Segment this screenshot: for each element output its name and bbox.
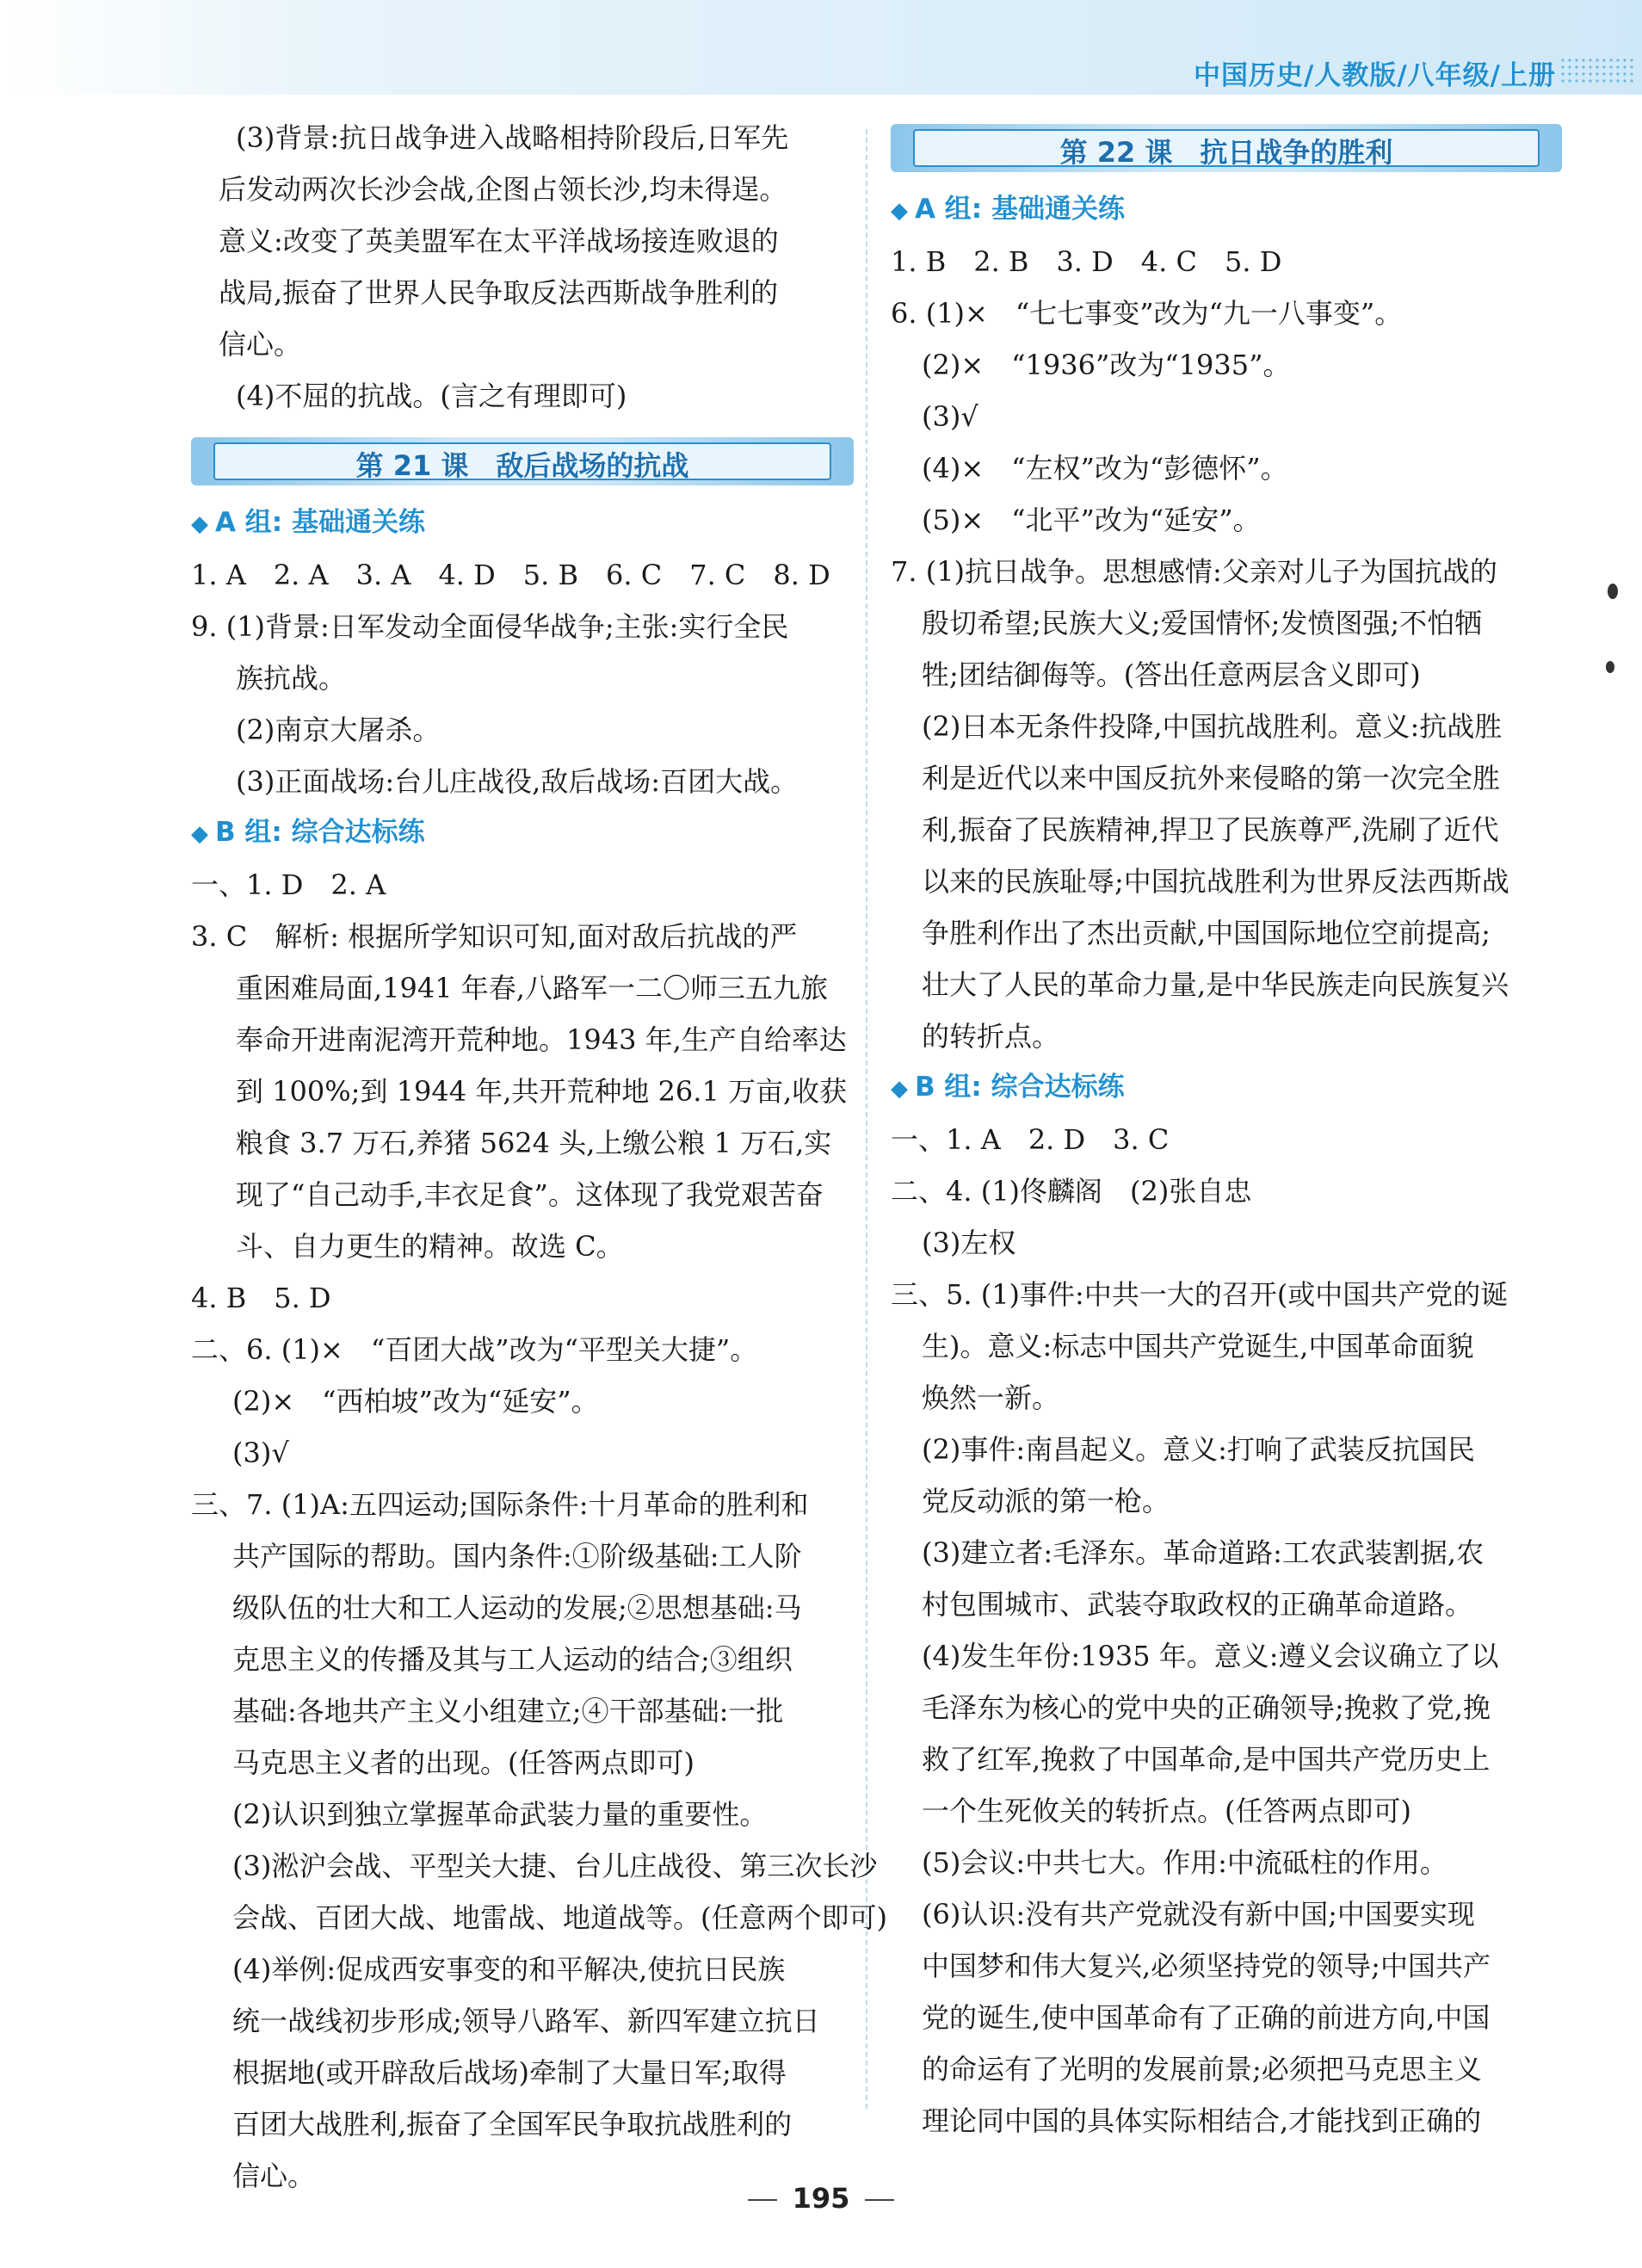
margin-mark bbox=[1608, 584, 1618, 599]
answer-line: 重困难局面,1941 年春,八路军一二〇师三五九旅 bbox=[236, 972, 828, 1004]
answer-line: 克思主义的传播及其与工人运动的结合;③组织 bbox=[232, 1643, 793, 1676]
answer-line: 粮食 3.7 万石,养猪 5624 头,上缴公粮 1 万石,实 bbox=[236, 1127, 832, 1159]
answer-line: (3)建立者:毛泽东。革命道路:工农武装割据,农 bbox=[922, 1536, 1485, 1569]
section-a-heading: ◆ A 组: 基础通关练 bbox=[891, 194, 1125, 225]
answer-line: 殷切希望;民族大义;爱国情怀;发愤图强;不怕牺 bbox=[922, 607, 1483, 640]
answer-line: 二、4. (1)佟麟阁 (2)张自忠 bbox=[891, 1175, 1252, 1208]
answer-line: (6)认识:没有共产党就没有新中国;中国要实现 bbox=[922, 1898, 1475, 1931]
text-line: 意义:改变了英美盟军在太平洋战场接连败退的 bbox=[219, 225, 779, 257]
answer-line: 基础:各地共产主义小组建立;④干部基础:一批 bbox=[232, 1695, 784, 1727]
answer-line: 1. B 2. B 3. D 4. C 5. D bbox=[891, 245, 1282, 278]
section-b-heading: ◆ B 组: 综合达标练 bbox=[191, 817, 425, 848]
answer-line: 的转折点。 bbox=[922, 1020, 1060, 1053]
answer-line: (2)事件:南昌起义。意义:打响了武装反抗国民 bbox=[922, 1433, 1475, 1466]
answer-line: (2)日本无条件投降,中国抗战胜利。意义:抗战胜 bbox=[922, 710, 1503, 743]
answer-line: 以来的民族耻辱;中国抗战胜利为世界反法西斯战 bbox=[922, 865, 1509, 898]
answer-line: 救了红军,挽救了中国革命,是中国共产党历史上 bbox=[922, 1743, 1491, 1776]
lesson-title: 第 21 课 敌后战场的抗战 bbox=[355, 449, 689, 482]
text-line: 战局,振奋了世界人民争取反法西斯战争胜利的 bbox=[219, 276, 779, 309]
answer-line: 一、1. A 2. D 3. C bbox=[891, 1123, 1170, 1156]
answer-line: 到 100%;到 1944 年,共开荒种地 26.1 万亩,收获 bbox=[236, 1075, 848, 1108]
answer-line: 根据地(或开辟敌后战场)牵制了大量日军;取得 bbox=[232, 2056, 787, 2089]
answer-line: 村包围城市、武装夺取政权的正确革命道路。 bbox=[922, 1588, 1473, 1621]
margin-mark bbox=[1606, 661, 1614, 673]
answer-line: (3)淞沪会战、平型关大捷、台儿庄战役、第三次长沙 bbox=[232, 1850, 878, 1882]
answer-line: 焕然一新。 bbox=[922, 1381, 1060, 1414]
book-title: 中国历史/人教版/八年级/上册 bbox=[1194, 60, 1556, 91]
text-line: (3)背景:抗日战争进入战略相持阶段后,日军先 bbox=[236, 121, 789, 154]
answer-line: (5)× “北平”改为“延安”。 bbox=[922, 504, 1261, 536]
diamond-icon: ◆ bbox=[191, 821, 208, 847]
answer-line: (2)认识到独立掌握革命武装力量的重要性。 bbox=[232, 1798, 768, 1831]
section-a-heading: ◆ A 组: 基础通关练 bbox=[191, 507, 425, 538]
left-column bbox=[191, 112, 887, 2202]
answer-line: (4)× “左权”改为“彭德怀”。 bbox=[922, 452, 1288, 485]
answer-line: 二、6. (1)× “百团大战”改为“平型关大捷”。 bbox=[191, 1333, 758, 1366]
answer-line: 3. C 解析: 根据所学知识可知,面对敌后抗战的严 bbox=[191, 920, 798, 953]
answer-line: 会战、百团大战、地雷战、地道战等。(任意两个即可) bbox=[232, 1901, 887, 1934]
answer-line: 利,振奋了民族精神,捍卫了民族尊严,洗刷了近代 bbox=[922, 813, 1499, 846]
lesson-21-banner bbox=[191, 437, 854, 485]
answer-line: (3)正面战场:台儿庄战役,敌后战场:百团大战。 bbox=[236, 765, 799, 798]
answer-line: (4)举例:促成西安事变的和平解决,使抗日民族 bbox=[232, 1953, 786, 1986]
text-line: 信心。 bbox=[219, 328, 302, 361]
answer-line: 9. (1)背景:日军发动全面侵华战争;主张:实行全民 bbox=[191, 610, 789, 643]
answer-line: 1. A 2. A 3. A 4. D 5. B 6. C 7. C 8. D bbox=[191, 559, 830, 591]
answer-line: 三、7. (1)A:五四运动;国际条件:十月革命的胜利和 bbox=[191, 1488, 809, 1521]
column-divider bbox=[866, 129, 867, 2109]
answer-line: 马克思主义者的出现。(任答两点即可) bbox=[232, 1746, 694, 1779]
answer-line: 生)。意义:标志中国共产党诞生,中国革命面貌 bbox=[922, 1330, 1474, 1363]
answer-line: 4. B 5. D bbox=[191, 1282, 331, 1314]
lesson-22-banner bbox=[891, 124, 1562, 172]
answer-line: 奉命开进南泥湾开荒种地。1943 年,生产自给率达 bbox=[236, 1023, 847, 1056]
diamond-icon: ◆ bbox=[191, 511, 208, 537]
text-line: (4)不屈的抗战。(言之有理即可) bbox=[236, 380, 627, 412]
answer-line: 争胜利作出了杰出贡献,中国国际地位空前提高; bbox=[922, 917, 1491, 949]
answer-line: 理论同中国的具体实际相结合,才能找到正确的 bbox=[922, 2104, 1482, 2137]
section-b-heading: ◆ B 组: 综合达标练 bbox=[891, 1072, 1125, 1103]
text-line: 后发动两次长沙会战,企图占领长沙,均未得逞。 bbox=[219, 173, 787, 206]
right-column bbox=[891, 112, 1562, 2147]
answer-line: 斗、自力更生的精神。故选 C。 bbox=[236, 1230, 624, 1263]
answer-line: (3)√ bbox=[232, 1437, 289, 1469]
answer-line: (3)√ bbox=[922, 400, 978, 433]
answer-line: 党的诞生,使中国革命有了正确的前进方向,中国 bbox=[922, 2001, 1491, 2034]
answer-line: 现了“自己动手,丰衣足食”。这体现了我党艰苦奋 bbox=[236, 1178, 824, 1211]
answer-line: 一个生死攸关的转折点。(任答两点即可) bbox=[922, 1795, 1411, 1827]
answer-line: 牲;团结御侮等。(答出任意两层含义即可) bbox=[922, 658, 1421, 691]
answer-line: 统一战线初步形成;领导八路军、新四军建立抗日 bbox=[232, 2005, 820, 2037]
answer-line: 的命运有了光明的发展前景;必须把马克思主义 bbox=[922, 2053, 1482, 2086]
answer-line: 一、1. D 2. A bbox=[191, 868, 386, 901]
header-dots-decoration bbox=[1559, 57, 1633, 83]
answer-line: 7. (1)抗日战争。思想感情:父亲对儿子为国抗战的 bbox=[891, 555, 1497, 588]
answer-line: 百团大战胜利,振奋了全国军民争取抗战胜利的 bbox=[232, 2108, 793, 2141]
answer-line: 共产国际的帮助。国内条件:①阶级基础:工人阶 bbox=[232, 1540, 802, 1573]
answer-line: 三、5. (1)事件:中共一大的召开(或中国共产党的诞 bbox=[891, 1278, 1509, 1311]
answer-line: (2)× “西柏坡”改为“延安”。 bbox=[232, 1385, 599, 1418]
answer-line: 族抗战。 bbox=[236, 662, 347, 695]
answer-line: 6. (1)× “七七事变”改为“九一八事变”。 bbox=[891, 297, 1403, 330]
answer-line: 级队伍的壮大和工人运动的发展;②思想基础:马 bbox=[232, 1591, 802, 1624]
answer-line: (3)左权 bbox=[922, 1227, 1016, 1259]
answer-line: 党反动派的第一枪。 bbox=[922, 1485, 1170, 1517]
answer-line: 壮大了人民的革命力量,是中华民族走向民族复兴 bbox=[922, 968, 1509, 1001]
answer-line: (2)× “1936”改为“1935”。 bbox=[922, 349, 1291, 381]
answer-line: 利是近代以来中国反抗外来侵略的第一次完全胜 bbox=[922, 762, 1501, 794]
diamond-icon: ◆ bbox=[891, 1076, 908, 1102]
lesson-title: 第 22 课 抗日战争的胜利 bbox=[1059, 136, 1393, 169]
answer-line: 信心。 bbox=[232, 2160, 316, 2192]
answer-line: (4)发生年份:1935 年。意义:遵义会议确立了以 bbox=[922, 1640, 1499, 1672]
answer-line: (2)南京大屠杀。 bbox=[236, 714, 441, 746]
answer-line: (5)会议:中共七大。作用:中流砥柱的作用。 bbox=[922, 1846, 1448, 1879]
page-number: 195 bbox=[0, 2182, 1642, 2215]
answer-line: 中国梦和伟大复兴,必须坚持党的领导;中国共产 bbox=[922, 1950, 1491, 1982]
diamond-icon: ◆ bbox=[891, 198, 908, 224]
answer-line: 毛泽东为核心的党中央的正确领导;挽救了党,挽 bbox=[922, 1691, 1491, 1724]
